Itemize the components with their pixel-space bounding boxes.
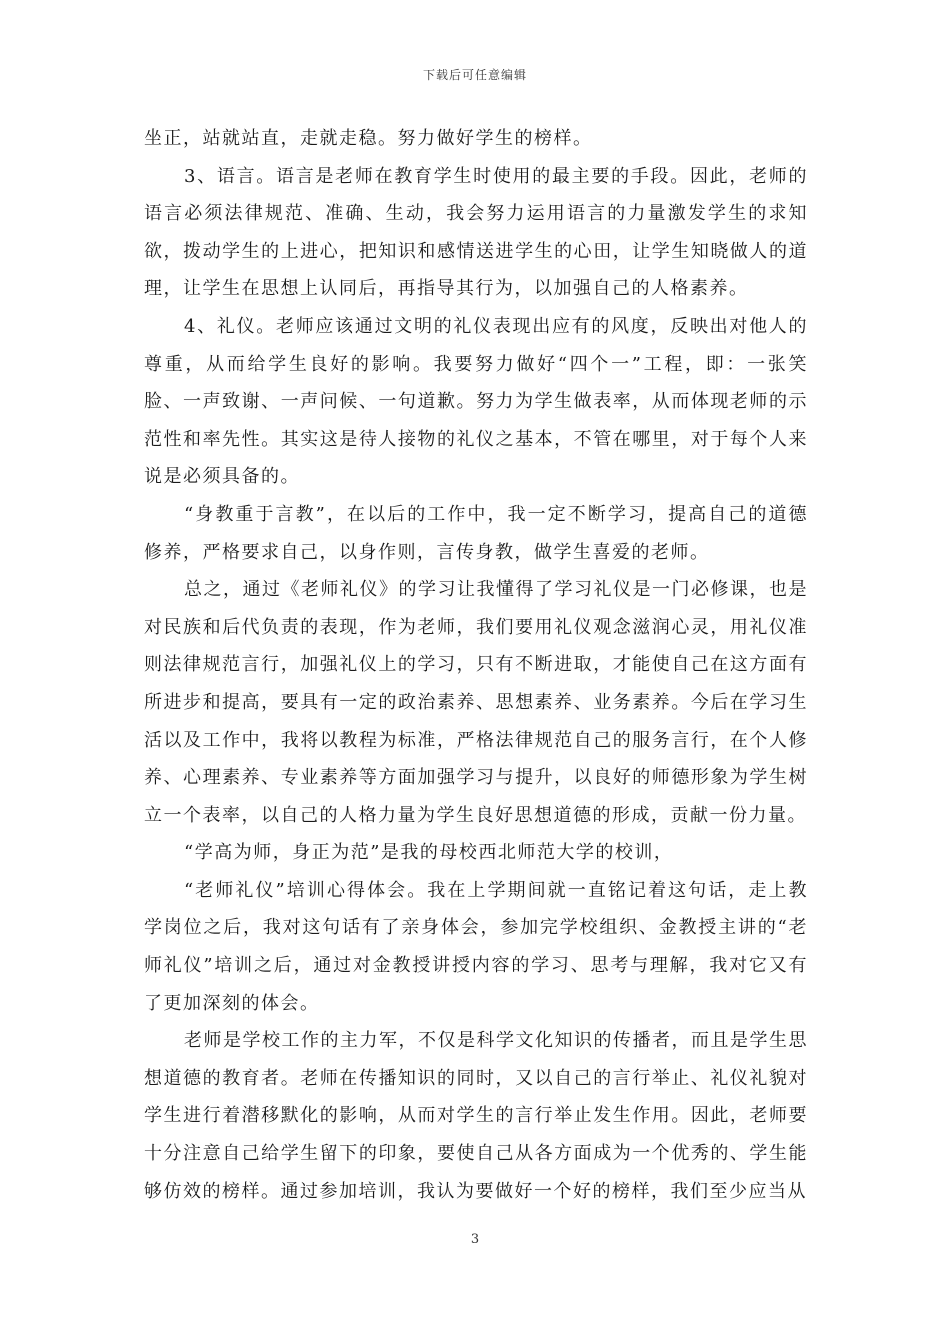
paragraph: 3、语言。语言是老师在教育学生时使用的最主要的手段。因此，老师的语言必须法律规范、准确、生动，我会努力运用语言的力量激发学生的求知欲，拨动学生的上进心，把知识和感情送进学生的心田，让学生知晓做人的道理，让学生在思想上认同后，再指导其行为，以加强自己的人格素养。 [144,165,808,300]
page-header: 下载后可任意编辑 [422,68,527,82]
paragraph: 老师是学校工作的主力军，不仅是科学文化知识的传播者，而且是学生思想道德的教育者。老师在传播知识的同时，又以自己的言行举止、礼仪礼貌对学生进行着潜移默化的影响，从而对学生的言行举止发生作用。因此，老师要十分注意自己给学生留下的印象，要使自己从各方面成为一个优秀的、学生能够仿效的榜样。通过参加培训，我认为要做好一个好的榜样，我们至少应当从 [144,1030,808,1202]
paragraph: 坐正，站就站直，走就走稳。努力做好学生的榜样。 [144,128,593,149]
page-number: 3 [470,1232,480,1247]
paragraph: “学高为师，身正为范”是我的母校西北师范大学的校训， [184,842,674,864]
paragraph: 4、礼仪。老师应该通过文明的礼仪表现出应有的风度，反映出对他人的尊重，从而给学生良好的影响。我要努力做好“四个一”工程，即：一张笑脸、一声致谢、一声问候、一句道歉。努力为学生做表率，从而体现老师的示范性和率先性。其实这是待人接物的礼仪之基本，不管在哪里，对于每个人来说是必须具备的。 [144,315,808,488]
paragraph: “老师礼仪”培训心得体会。我在上学期间就一直铭记着这句话，走上教学岗位之后，我对这句话有了亲身体会，参加完学校组织、金教授主讲的“老师礼仪”培训之后，通过对金教授讲授内容的学习、思考与理解，我对它又有了更加深刻的体会。 [144,879,808,1014]
paragraph: 总之，通过《老师礼仪》的学习让我懂得了学习礼仪是一门必修课，也是对民族和后代负责的表现，作为老师，我们要用礼仪观念滋润心灵，用礼仪准则法律规范言行，加强礼仪上的学习，只有不断进取，才能使自己在这方面有所进步和提高，要具有一定的政治素养、思想素养、业务素养。今后在学习生活以及工作中，我将以教程为标准，严格法律规范自己的服务言行，在个人修养、心理素养、专业素养等方面加强学习与提升，以良好的师德形象为学生树立一个表率，以自己的人格力量为学生良好思想道德的形成，贡献一份力量。 [144,579,808,826]
document-body [144,120,808,1210]
paragraph: “身教重于言教”，在以后的工作中，我一定不断学习，提高自己的道德修养，严格要求自己，以身作则，言传身教，做学生喜爱的老师。 [144,503,808,563]
